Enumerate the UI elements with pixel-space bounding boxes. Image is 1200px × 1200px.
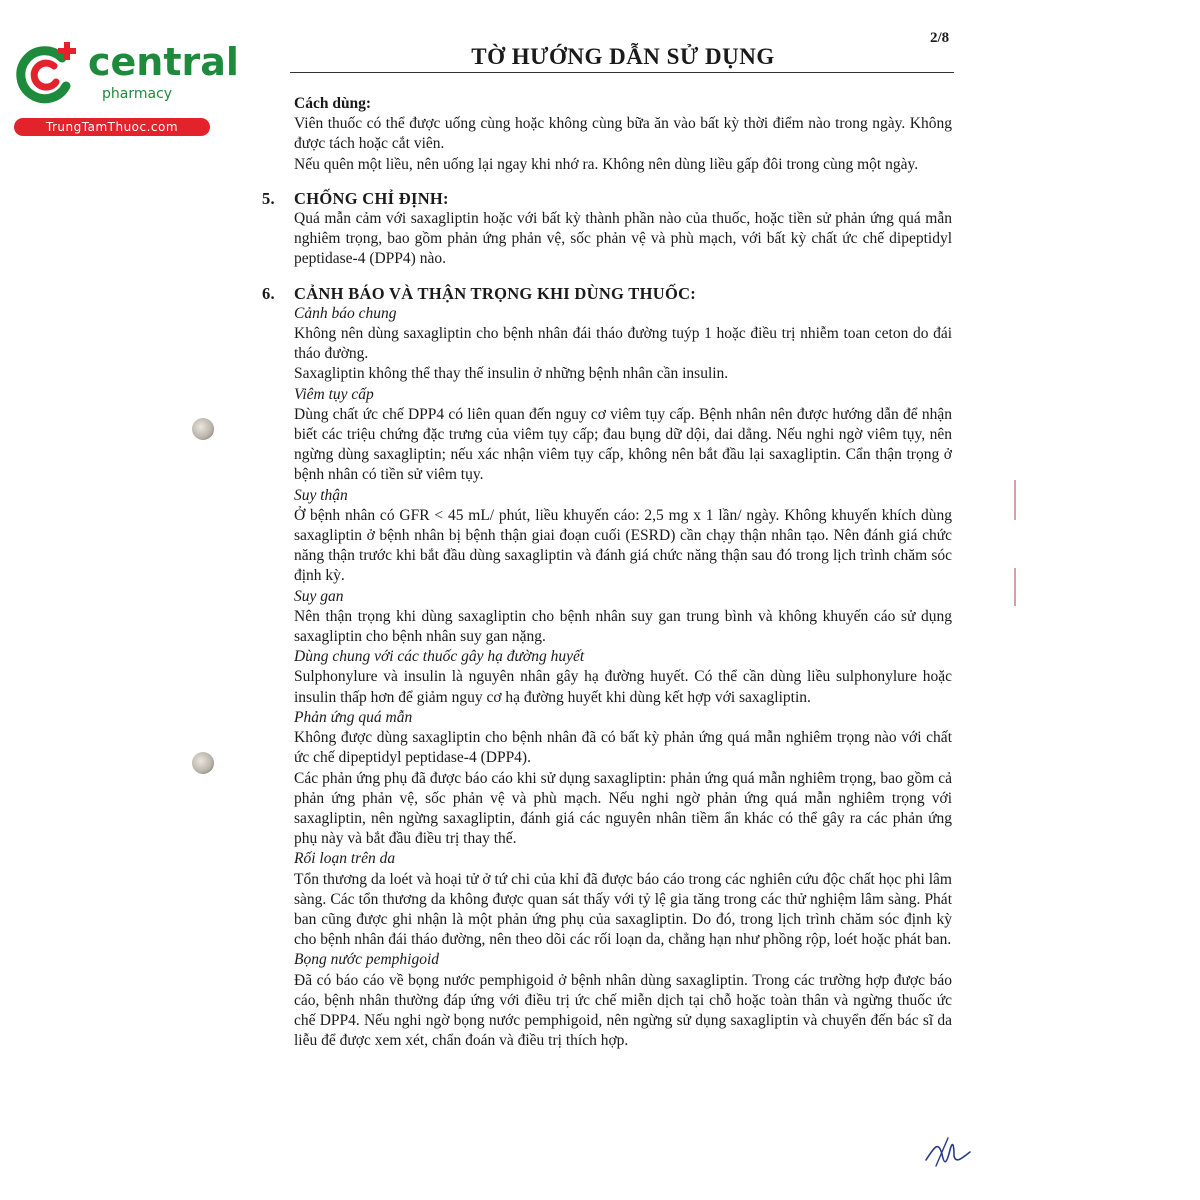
section-number: 5. xyxy=(262,188,275,208)
subsection-title: Cảnh báo chung xyxy=(294,304,397,322)
pharmacy-logo xyxy=(12,36,239,136)
section-title: CHỐNG CHỈ ĐỊNH: xyxy=(294,188,449,208)
logo-brand-text: central xyxy=(88,40,239,84)
logo-sub-text: pharmacy xyxy=(102,86,173,102)
paragraph: Không được dùng saxagliptin cho bệnh nhân đã có bất kỳ phản ứng quá mẫn nghiêm trọng nào với chất ức chế dipeptidyl peptidase-4 (DPP4). xyxy=(294,729,952,767)
paragraph: Đã có báo cáo về bọng nước pemphigoid ở bệnh nhân dùng saxagliptin. Trong các trường hợp được báo cáo, bệnh nhân thường đáp ứng với điều trị ức chế miễn dịch tại chỗ hoặc toàn thân và ngừng thuốc ức chế DPP4. Nếu nghi ngờ bọng nước pemphigoid, nên ngừng sử dụng saxagliptin và chuyển đến bác sĩ da liễu để được xem xét, chẩn đoán và điều trị thích hợp. xyxy=(294,971,952,1050)
central-pharmacy-logo-icon xyxy=(12,40,80,108)
section-6-heading xyxy=(262,284,952,304)
edge-mark xyxy=(1014,568,1016,606)
section-title: CẢNH BÁO VÀ THẬN TRỌNG KHI DÙNG THUỐC: xyxy=(294,283,697,303)
usage-line-2: Nếu quên một liều, nên uống lại ngay khi nhớ ra. Không nên dùng liều gấp đôi trong cùng một ngày. xyxy=(294,155,919,173)
logo-url-badge: TrungTamThuoc.com xyxy=(14,118,210,136)
handwritten-signature xyxy=(922,1130,974,1174)
punch-hole xyxy=(192,752,214,774)
section-number: 6. xyxy=(262,283,275,303)
subsection-title: Phản ứng quá mẫn xyxy=(294,708,413,726)
punch-hole xyxy=(192,418,214,440)
usage-line-1: Viên thuốc có thể được uống cùng hoặc không cùng bữa ăn vào bất kỳ thời điểm nào trong ngày. Không được tách hoặc cắt viên. xyxy=(294,115,952,153)
paragraph: Không nên dùng saxagliptin cho bệnh nhân đái tháo đường tuýp 1 hoặc điều trị nhiễm toan ceton do đái tháo đường. xyxy=(294,325,952,363)
contraindication-text: Quá mẫn cảm với saxagliptin hoặc với bất kỳ thành phần nào của thuốc, hoặc tiền sử phản ứng quá mẫn nghiêm trọng, bao gồm phản ứng phản vệ, sốc phản vệ và phù mạch, với bất kỳ chất ức chế dipeptidyl peptidase-4 (DPP4) nào. xyxy=(294,210,952,268)
subsection-title: Dùng chung với các thuốc gây hạ đường huyết xyxy=(294,648,585,666)
page-number: 2/8 xyxy=(930,30,950,46)
paragraph: Các phản ứng phụ đã được báo cáo khi sử dụng saxagliptin: phản ứng quá mẫn nghiêm trọng, bao gồm cả phản ứng phản vệ, sốc phản vệ và phù mạch. Nếu nghi ngờ phản ứng quá mẫn nghiêm trọng với saxagliptin, nên ngừng saxagliptin, đánh giá các nguyên nhân tiềm ẩn khác có thể gây ra các phản ứng phụ này và bắt đầu điều trị thay thế. xyxy=(294,769,952,848)
document-body xyxy=(262,94,952,1051)
paragraph: Sulphonylure và insulin là nguyên nhân gây hạ đường huyết. Có thể cần dùng liều sulphonylure hoặc insulin thấp hơn để giảm nguy cơ hạ đường huyết khi dùng kết hợp với saxagliptin. xyxy=(294,668,952,706)
subsection-title: Suy thận xyxy=(294,486,348,504)
paragraph: Saxagliptin không thể thay thế insulin ở những bệnh nhân cần insulin. xyxy=(294,365,729,383)
usage-heading: Cách dùng: xyxy=(294,95,372,112)
document-title: TỜ HƯỚNG DẪN SỬ DỤNG xyxy=(471,44,775,69)
subsection-title: Bọng nước pemphigoid xyxy=(294,951,440,969)
title-underline xyxy=(290,72,954,73)
subsection-title: Suy gan xyxy=(294,587,344,605)
section-5-heading xyxy=(262,189,952,209)
subsection-title: Rối loạn trên da xyxy=(294,850,396,868)
paragraph: Nên thận trọng khi dùng saxagliptin cho bệnh nhân suy gan trung bình và không khuyến cáo sử dụng saxagliptin cho bệnh nhân suy gan nặng. xyxy=(294,607,952,646)
paragraph: Dùng chất ức chế DPP4 có liên quan đến nguy cơ viêm tụy cấp. Bệnh nhân nên được hướng dẫn để nhận biết các triệu chứng đặc trưng của viêm tụy cấp; đau bụng dữ dội, dai dẳng. Nếu nghi ngờ viêm tụy, nên ngừng dùng saxagliptin; nếu xác nhận viêm tụy cấp, không nên bắt đầu lại saxagliptin. Cẩn thận trọng ở bệnh nhân có tiền sử viêm tụy. xyxy=(294,405,952,484)
subsection-title: Viêm tụy cấp xyxy=(294,385,374,403)
paragraph: Tổn thương da loét và hoại tử ở tứ chi của khỉ đã được báo cáo trong các nghiên cứu độc chất học phi lâm sàng. Các tổn thương da không được quan sát thấy với tỷ lệ gia tăng trong các thử nghiệm lâm sàng. Phát ban cũng được ghi nhận là một phản ứng phụ của saxagliptin. Do đó, trong lịch trình chăm sóc định kỳ cho bệnh nhân đái tháo đường, nên theo dõi các rối loạn da, chẳng hạn như phồng rộp, loét hoặc phát ban. xyxy=(294,870,952,949)
edge-mark xyxy=(1014,480,1016,520)
paragraph: Ở bệnh nhân có GFR < 45 mL/ phút, liều khuyến cáo: 2,5 mg x 1 lần/ ngày. Không khuyến khích dùng saxagliptin ở bệnh nhân bị bệnh thận giai đoạn cuối (ESRD) cần chạy thận nhân tạo. Nên đánh giá chức năng thận trước khi bắt đầu dùng saxagliptin và đánh giá chức năng thận sau đó trong lịch trình chăm sóc định kỳ. xyxy=(294,506,952,585)
